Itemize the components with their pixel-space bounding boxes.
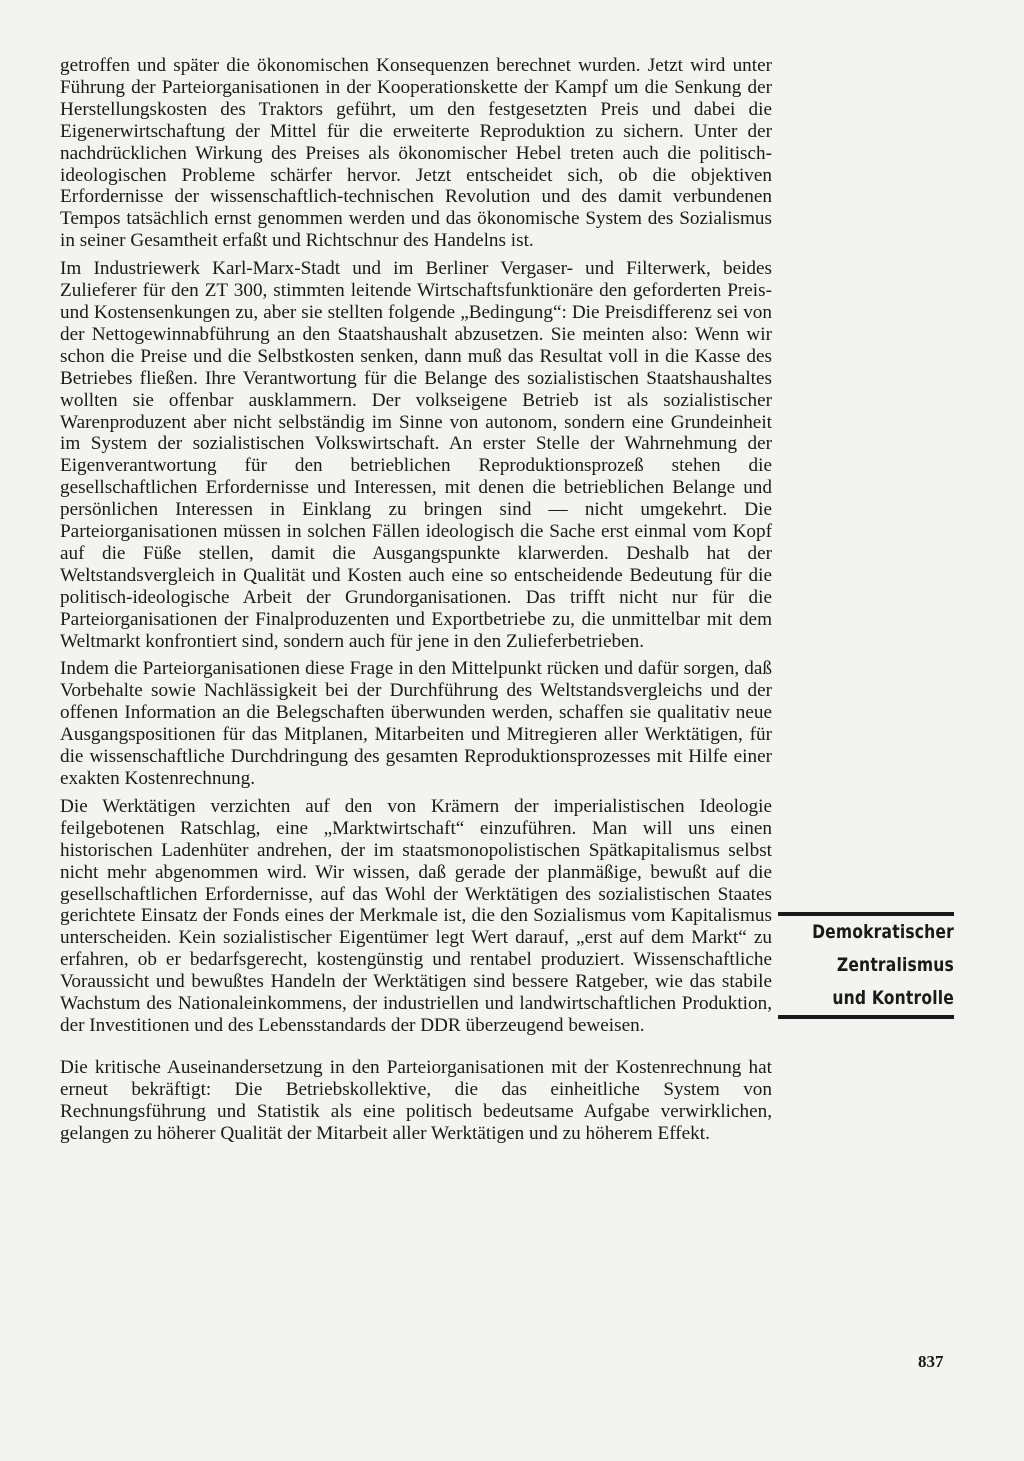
- heading-rule-bottom: [778, 1015, 954, 1019]
- margin-heading: [778, 912, 954, 1019]
- paragraph-2: Im Industriewerk Karl-Marx-Stadt und im Berliner Vergaser- und Filterwerk, beides Zulieferer für den ZT 300, stimmten leitende Wirtschaftsfunktionäre den geforderten Preis- und Kostensenkungen zu, aber sie stellten folgende „Bedingung“: Die Preisdifferenz sei von der Nettogewinnabführung an den Staatshaushalt abzusetzen. Sie meinten also: Wenn wir schon die Preise und die Selbstkosten senken, dann muß das Resultat voll in die Kasse des Betriebes fließen. Ihre Verantwortung für die Belange des sozialistischen Staatshaushaltes wollten sie offenbar ausklammern. Der volkseigene Betrieb ist als sozialistischer Warenproduzent aber nicht selbständig im Sinne von autonom, sondern eine Grundeinheit im System der sozialistischen Volkswirtschaft. An erster Stelle der Wahrnehmung der Eigenverantwortung für den betrieblichen Reproduktionsprozeß stehen die gesellschaftlichen Erfordernisse und Interessen, mit denen die betrieblichen Belange und persönlichen Interessen in Einklang zu bringen sind — nicht umgekehrt. Die Parteiorganisationen müssen in solchen Fällen ideologisch die Sache erst einmal vom Kopf auf die Füße stellen, damit die Ausgangspunkte klarwerden. Deshalb hat der Weltstandsvergleich in Qualität und Kosten auch eine so entscheidende Bedeutung für die politisch-ideologische Arbeit der Grundorganisationen. Das trifft nicht nur für die Parteiorganisationen der Finalproduzenten und Exportbetriebe zu, die unmittelbar mit dem Weltmarkt konfrontiert sind, sondern auch für jene in den Zulieferbetrieben.: [60, 258, 772, 652]
- paragraph-1: getroffen und später die ökonomischen Konsequenzen berechnet wurden. Jetzt wird unter Führung der Parteiorganisationen in der Kooperationskette der Kampf um die Senkung der Herstellungskosten des Traktors geführt, um den festgesetzten Preis und dabei die Eigenerwirtschaftung der Mittel für die erweiterte Reproduktion zu sichern. Unter der nachdrücklichen Wirkung des Preises als ökonomischer Hebel treten auch die politisch-ideologischen Probleme schärfer hervor. Jetzt entscheidet sich, ob die objektiven Erfordernisse der wissenschaftlich-technischen Revolution und des damit verbundenen Tempos tatsächlich ernst genommen werden und das ökonomische System des Sozialismus in seiner Gesamtheit erfaßt und Richtschnur des Handelns ist.: [60, 55, 772, 252]
- paragraph-5: Die kritische Auseinandersetzung in den Parteiorganisationen mit der Kostenrechnung hat erneut bekräftigt: Die Betriebskollektive, die das einheitliche System von Rechnungsführung und Statistik als eine politisch bedeutsame Aufgabe verwirklichen, gelangen zu höherer Qualität der Mitarbeit aller Werktätigen und zu höherem Effekt.: [60, 1056, 772, 1144]
- margin-heading-line-2: Zentralismus: [836, 954, 954, 976]
- margin-heading-line-1: Demokratischer: [812, 921, 954, 943]
- margin-heading-line-3: und Kontrolle: [832, 987, 954, 1009]
- main-text-column: [60, 55, 772, 1151]
- paragraph-3: Indem die Parteiorganisationen diese Frage in den Mittelpunkt rücken und dafür sorgen, daß Vorbehalte sowie Nachlässigkeit bei der Durchführung des Weltstandsvergleichs und der offenen Information an die Belegschaften überwunden werden, schaffen sie qualitativ neue Ausgangspositionen für das Mitplanen, Mitarbeiten und Mitregieren aller Werktätigen, für die wissenschaftliche Durchdringung des gesamten Reproduktionsprozesses mit Hilfe einer exakten Kostenrechnung.: [60, 658, 772, 789]
- paragraph-4: Die Werktätigen verzichten auf den von Krämern der imperialistischen Ideologie feilgebotenen Ratschlag, eine „Marktwirtschaft“ einzuführen. Man will uns einen historischen Ladenhüter andrehen, der im staatsmonopolistischen Spätkapitalismus selbst nicht mehr abgenommen wird. Wir wissen, daß gerade der planmäßige, bewußt auf die gesellschaftlichen Erfordernisse, auf das Wohl der Werktätigen des sozialistischen Staates gerichtete Einsatz der Fonds eines der Merkmale ist, die den Sozialismus vom Kapitalismus unterscheiden. Kein sozialistischer Eigentümer legt Wert darauf, „erst auf dem Markt“ zu erfahren, ob er bedarfsgerecht, kostengünstig und rentabel produziert. Wissenschaftliche Voraussicht und bewußtes Handeln der Werktätigen sind bessere Ratgeber, wie das stabile Wachstum des Nationaleinkommens, der industriellen und landwirtschaftlichen Produktion, der Investitionen und des Lebensstandards der DDR überzeugend beweisen.: [60, 795, 772, 1036]
- page-number: 837: [918, 1352, 944, 1371]
